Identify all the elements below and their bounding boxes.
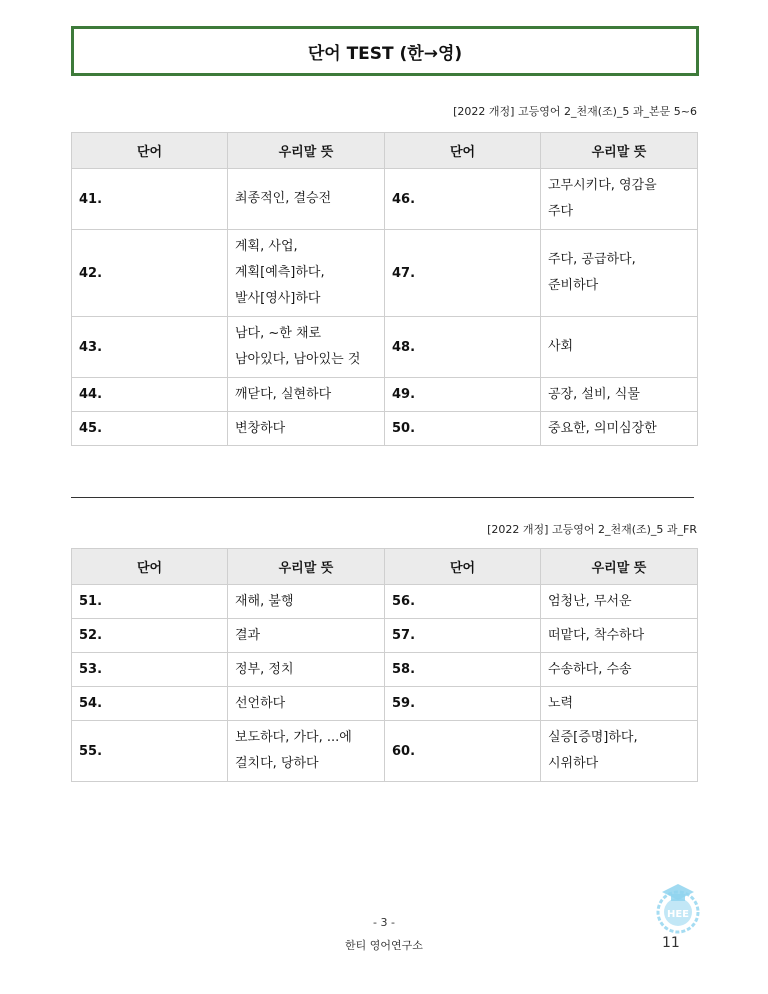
word-number: 53. [72, 653, 228, 687]
header-meaning: 우리말 뜻 [228, 549, 385, 585]
section-divider [71, 497, 694, 498]
word-number: 49. [385, 378, 541, 412]
word-meaning: 노력 [541, 687, 698, 721]
header-word: 단어 [72, 549, 228, 585]
word-number: 47. [385, 230, 541, 317]
word-meaning: 변창하다 [228, 412, 385, 446]
table-row [72, 585, 698, 619]
word-meaning: 떠맡다, 착수하다 [541, 619, 698, 653]
header-word: 단어 [72, 133, 228, 169]
title-box [71, 26, 699, 76]
word-number: 45. [72, 412, 228, 446]
vocab-table-1 [71, 132, 698, 446]
word-meaning: 정부, 정치 [228, 653, 385, 687]
word-meaning: 주다, 공급하다, 준비하다 [541, 230, 698, 317]
table-row [72, 687, 698, 721]
word-number: 51. [72, 585, 228, 619]
source-label-1: [2022 개정] 고등영어 2_천재(조)_5 과_본문 5~6 [453, 105, 697, 118]
organization-name: 한티 영어연구소 [345, 939, 423, 952]
word-meaning: 최종적인, 결승전 [228, 169, 385, 230]
word-meaning: 엄청난, 무서운 [541, 585, 698, 619]
word-meaning: 결과 [228, 619, 385, 653]
word-number: 58. [385, 653, 541, 687]
word-meaning: 고무시키다, 영감을 주다 [541, 169, 698, 230]
table-row [72, 721, 698, 782]
header-word: 단어 [385, 549, 541, 585]
table-row [72, 317, 698, 378]
word-meaning: 실증[증명]하다, 시위하다 [541, 721, 698, 782]
word-meaning: 선언하다 [228, 687, 385, 721]
word-meaning: 중요한, 의미심장한 [541, 412, 698, 446]
header-meaning: 우리말 뜻 [228, 133, 385, 169]
table-header-row [72, 133, 698, 169]
word-number: 60. [385, 721, 541, 782]
word-number: 46. [385, 169, 541, 230]
word-number: 54. [72, 687, 228, 721]
word-number: 44. [72, 378, 228, 412]
word-number: 50. [385, 412, 541, 446]
word-number: 43. [72, 317, 228, 378]
word-meaning: 사회 [541, 317, 698, 378]
page-label: - 3 - [373, 916, 395, 929]
table-row [72, 412, 698, 446]
header-meaning: 우리말 뜻 [541, 549, 698, 585]
page-number: 11 [662, 935, 680, 951]
table-row [72, 169, 698, 230]
word-number: 57. [385, 619, 541, 653]
table-row [72, 653, 698, 687]
word-meaning: 보도하다, 가다, ...에 걸치다, 당하다 [228, 721, 385, 782]
header-meaning: 우리말 뜻 [541, 133, 698, 169]
logo-text: HEE [666, 909, 690, 920]
word-number: 42. [72, 230, 228, 317]
word-meaning: 계획, 사업, 계획[예측]하다, 발사[영사]하다 [228, 230, 385, 317]
header-word: 단어 [385, 133, 541, 169]
word-meaning: 남다, ~한 채로 남아있다, 남아있는 것 [228, 317, 385, 378]
word-number: 56. [385, 585, 541, 619]
word-meaning: 공장, 설비, 식물 [541, 378, 698, 412]
word-number: 41. [72, 169, 228, 230]
table-row [72, 619, 698, 653]
word-meaning: 재해, 불행 [228, 585, 385, 619]
word-number: 55. [72, 721, 228, 782]
vocab-table-2 [71, 548, 698, 782]
hee-logo-icon [650, 880, 706, 936]
table-row [72, 378, 698, 412]
word-meaning: 깨닫다, 실현하다 [228, 378, 385, 412]
word-meaning: 수송하다, 수송 [541, 653, 698, 687]
word-number: 48. [385, 317, 541, 378]
word-number: 52. [72, 619, 228, 653]
table-row [72, 230, 698, 317]
word-number: 59. [385, 687, 541, 721]
table-header-row [72, 549, 698, 585]
source-label-2: [2022 개정] 고등영어 2_천재(조)_5 과_FR [487, 523, 697, 536]
page-title: 단어 TEST (한→영) [307, 43, 463, 64]
